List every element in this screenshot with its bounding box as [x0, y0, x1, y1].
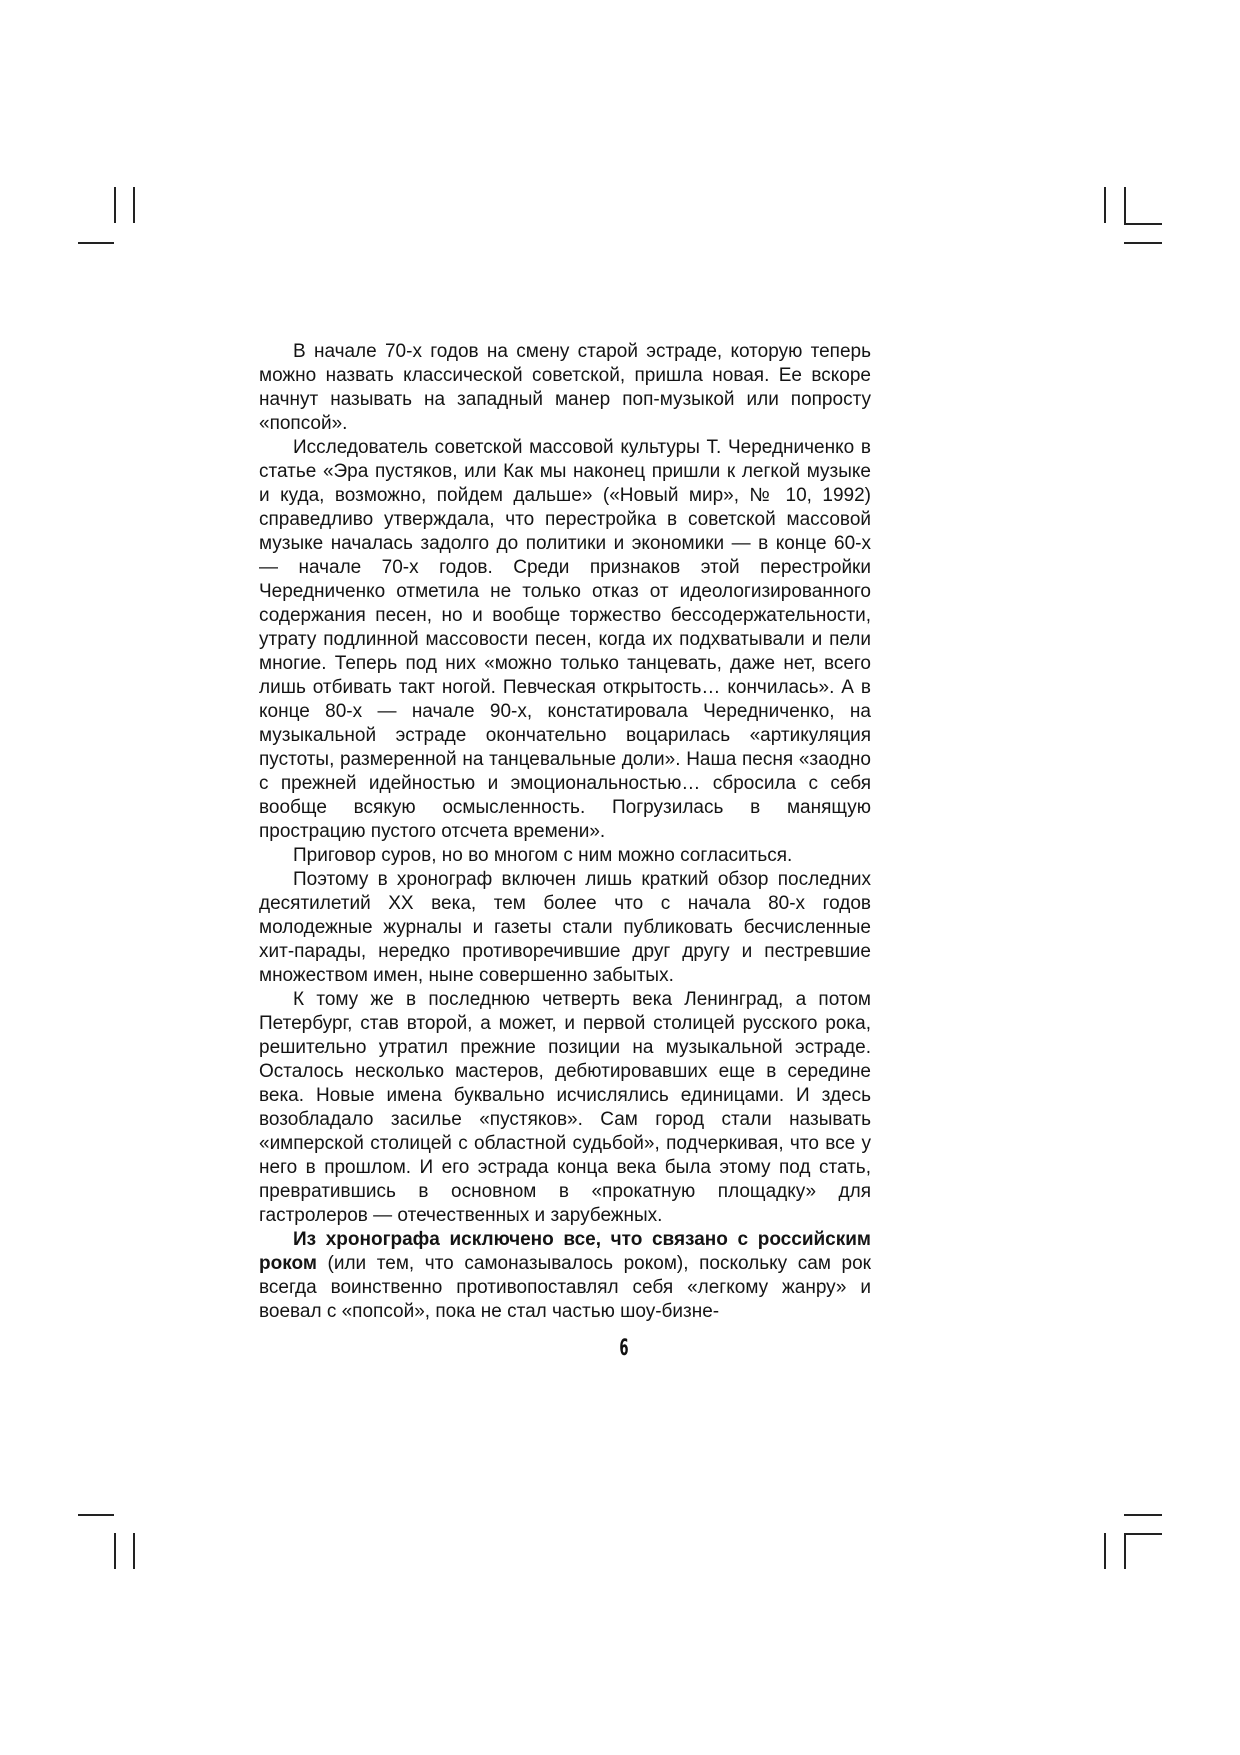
crop-mark-bottom-right-horizontal-a: [1124, 1514, 1162, 1516]
crop-mark-bottom-left-inner: [114, 1533, 116, 1569]
body-text: [259, 340, 871, 1324]
paragraph-6-bold-lead: Из хронографа исключено все, что связано с российским роком: [259, 1229, 871, 1274]
crop-mark-bottom-right-horizontal-b: [1124, 1533, 1162, 1535]
page-number: 6: [619, 1336, 629, 1361]
paragraph-3-text: Приговор суров, но во многом с ним можно согласиться.: [293, 845, 793, 866]
crop-mark-bottom-left-outer: [133, 1533, 135, 1569]
crop-mark-top-left-horizontal: [78, 242, 114, 244]
crop-mark-bottom-left-horizontal: [78, 1514, 114, 1516]
crop-mark-bottom-right-inner: [1124, 1533, 1126, 1569]
paragraph-3: [259, 844, 871, 868]
paragraph-1: [259, 340, 871, 436]
crop-mark-top-right-horizontal-a: [1124, 223, 1162, 225]
crop-mark-top-left-inner: [114, 187, 116, 223]
paragraph-5: [259, 988, 871, 1228]
crop-mark-top-left-outer: [133, 187, 135, 223]
crop-mark-bottom-right-outer: [1104, 1533, 1106, 1569]
paragraph-6-text: (или тем, что самоназывалось роком), поскольку сам рок всегда воинственно противопоставлял себя «легкому жанру» и воевал с «попсой», пока не стал частью шоу-бизне-: [259, 1253, 871, 1322]
paragraph-2: [259, 436, 871, 844]
crop-mark-top-right-outer: [1104, 187, 1106, 223]
crop-mark-top-right-inner: [1124, 187, 1126, 223]
paragraph-6: [259, 1228, 871, 1324]
paragraph-4: [259, 868, 871, 988]
paragraph-1-text: В начале 70-х годов на смену старой эстраде, которую теперь можно назвать классической советской, пришла новая. Ее вскоре начнут называть на западный манер поп-музыкой или попросту «попсой».: [259, 341, 871, 434]
crop-mark-top-right-horizontal-b: [1124, 242, 1162, 244]
paragraph-2-text: Исследователь советской массовой культуры Т. Чередниченко в статье «Эра пустяков, или Как мы наконец пришли к легкой музыке и куда, возможно, пойдем дальше» («Новый мир», № 10, 1992) справедливо утверждала, что перестройка в советской массовой музыке началась задолго до политики и экономики — в конце 60-х — начале 70-х годов. Среди признаков этой перестройки Чередниченко отметила не только отказ от идеологизированного содержания песен, но и вообще торжество бессодержательности, утрату подлинной массовости песен, когда их подхватывали и пели многие. Теперь под них «можно только танцевать, даже нет, всего лишь отбивать такт ногой. Певческая открытость… кончилась». А в конце 80-х — начале 90-х, констатировала Чередниченко, на музыкальной эстраде окончательно воцарилась «артикуляция пустоты, размеренной на танцевальные доли». Наша песня «заодно с прежней идейностью и эмоциональностью… сбросила с себя вообще всякую осмысленность. Погрузилась в манящую прострацию пустого отсчета времени».: [259, 437, 871, 842]
paragraph-5-text: К тому же в последнюю четверть века Ленинград, а потом Петербург, став второй, а может, и первой столицей русского рока, решительно утратил прежние позиции на музыкальной эстраде. Осталось несколько мастеров, дебютировавших еще в середине века. Новые имена буквально исчислялись единицами. И здесь возобладало засилье «пустяков». Сам город стали называть «имперской столицей с областной судьбой», подчеркивая, что все у него в прошлом. И его эстрада конца века была этому под стать, превратившись в основном в «прокатную площадку» для гастролеров — отечественных и зарубежных.: [259, 989, 871, 1226]
paragraph-4-text: Поэтому в хронограф включен лишь краткий обзор последних десятилетий XX века, тем более что с начала 80-х годов молодежные журналы и газеты стали публиковать бесчисленные хит-парады, нередко противоречившие друг другу и пестревшие множеством имен, ныне совершенно забытых.: [259, 869, 871, 986]
